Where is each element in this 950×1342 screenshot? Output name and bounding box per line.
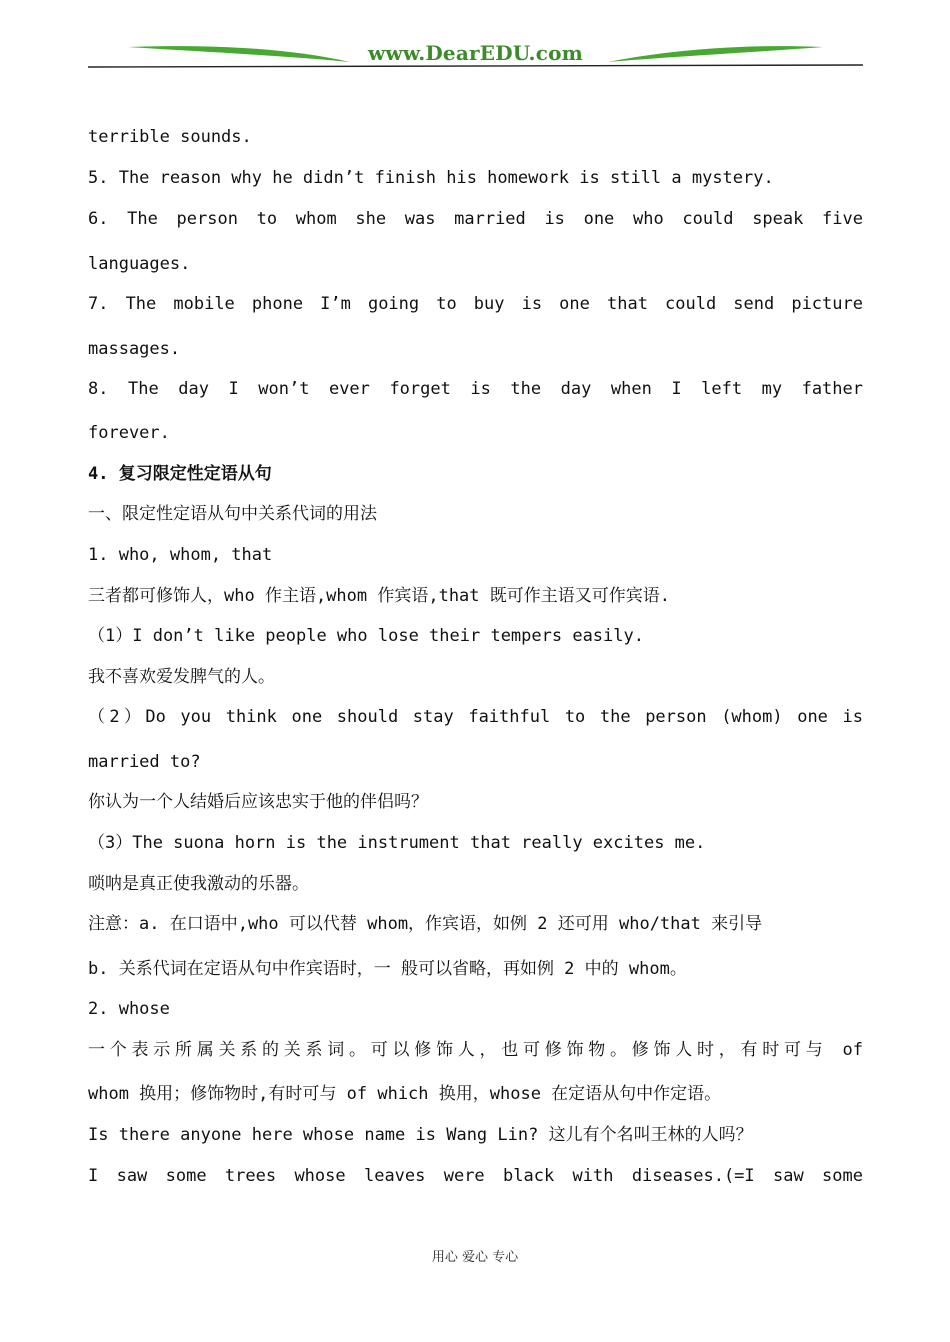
text-line: 1. who, whom, that [88,545,273,565]
site-logo: www.DearEDU.com [367,41,583,65]
example-sentence: I saw some trees whose leaves were black with diseases.(=I saw some [88,1166,863,1186]
text-line: 7. The mobile phone I’m going to buy is one that could send picture [88,294,863,314]
text-line: 6. The person to whom she was married is one who could speak five [88,209,863,229]
text-line: whom 换用；修饰物时,有时可与 of which 换用，whose 在定语从句中作定语。 [88,1084,722,1104]
example-sentence: （3）The suona horn is the instrument that really excites me. [88,833,706,853]
translation: 唢呐是真正使我激动的乐器。 [88,874,309,894]
translation: 我不喜欢爱发脾气的人。 [88,667,275,687]
translation: 你认为一个人结婚后应该忠实于他的伴侣吗？ [88,792,428,812]
note-line: b. 关系代词在定语从句中作宾语时，一 般可以省略，再如例 2 中的 whom。 [88,959,687,979]
example-sentence: （2）Do you think one should stay faithful to the person (whom) one is [88,707,863,727]
text-line: languages. [88,254,191,274]
example-sentence: married to? [88,752,201,772]
page-footer: 用心 爱心 专心 [431,1250,519,1265]
text-line: forever. [88,423,170,443]
text-line: massages. [88,339,181,359]
text-line: 5. The reason why he didn’t finish his homework is still a mystery. [88,168,774,188]
subsection-heading: 一、限定性定语从句中关系代词的用法 [88,504,377,524]
example-sentence: （1）I don’t like people who lose their tempers easily. [88,626,644,646]
example-sentence: Is there anyone here whose name is Wang Lin? 这儿有个名叫王林的人吗？ [88,1125,753,1145]
text-line: 8. The day I won’t ever forget is the day when I left my father [88,379,863,399]
text-line: 2. whose [88,999,170,1019]
page-header [88,40,863,70]
note-line: 注意：a. 在口语中,who 可以代替 whom，作宾语，如例 2 还可用 who/that 来引导 [88,914,763,934]
text-line: terrible sounds. [88,127,252,147]
text-line: 三者都可修饰人，who 作主语,whom 作宾语,that 既可作主语又可作宾语. [88,586,670,606]
text-line: 一个表示所属关系的关系词。可以修饰人，也可修饰物。修饰人时，有时可与 of [88,1040,863,1060]
section-heading: 4. 复习限定性定语从句 [88,464,272,484]
